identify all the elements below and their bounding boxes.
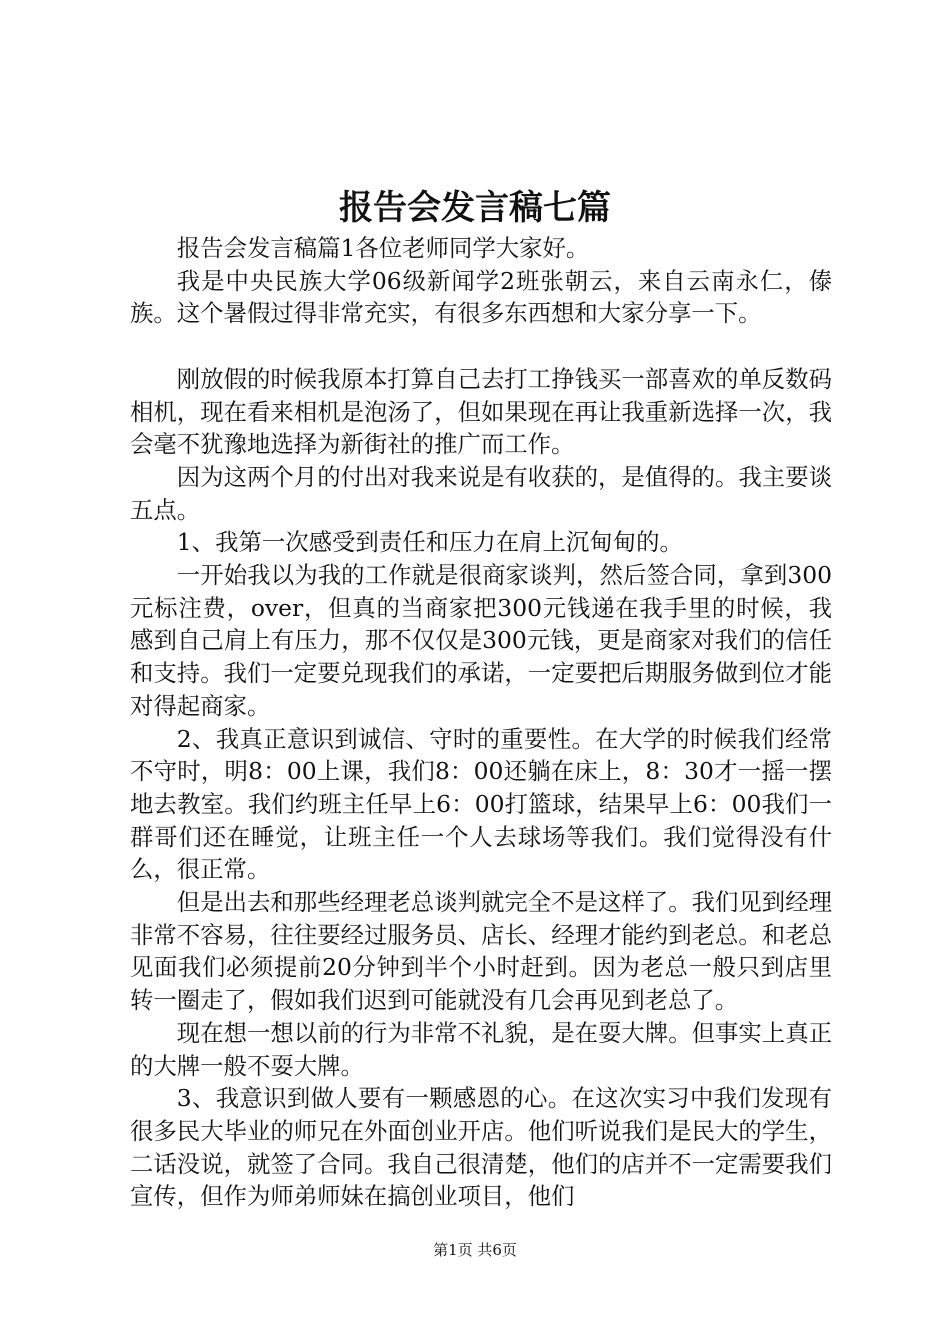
- document-body: [130, 232, 832, 1213]
- paragraph: 一开始我以为我的工作就是很商家谈判，然后签合同，拿到300元标注费，over，但真的当商家把300元钱递在我手里的时候，我感到自己肩上有压力，那不仅仅是300元钱，更是商家对我们的信任和支持。我们一定要兑现我们的承诺，一定要把后期服务做到位才能对得起商家。: [130, 561, 832, 720]
- paragraph: 我是中央民族大学06级新闻学2班张朝云，来自云南永仁，傣族。这个暑假过得非常充实，有很多东西想和大家分享一下。: [130, 266, 832, 328]
- paragraph: 2、我真正意识到诚信、守时的重要性。在大学的时候我们经常不守时，明8：00上课，我们8：00还躺在床上，8：30才一摇一摆地去教室。我们约班主任早上6：00打篮球，结果早上6：00我们一群哥们还在睡觉，让班主任一个人去球场等我们。我们觉得没有什么，很正常。: [130, 724, 832, 884]
- paragraph: 3、我意识到做人要有一颗感恩的心。在这次实习中我们发现有很多民大毕业的师兄在外面创业开店。他们听说我们是民大的学生，二话没说，就签了合同。我自己很清楚，他们的店并不一定需要我们宣传，但作为师弟师妹在搞创业项目，他们: [130, 1084, 832, 1211]
- document-title: 报告会发言稿七篇: [339, 188, 611, 228]
- paragraph: 但是出去和那些经理老总谈判就完全不是这样了。我们见到经理非常不容易，往往要经过服务员、店长、经理才能约到老总。和老总见面我们必须提前20分钟到半个小时赶到。因为老总一般只到店里转一圈走了，假如我们迟到可能就没有几会再见到老总了。: [130, 888, 832, 1015]
- paragraph: 报告会发言稿篇1各位老师同学大家好。: [176, 234, 590, 262]
- paragraph: 现在想一想以前的行为非常不礼貌，是在耍大牌。但事实上真正的大牌一般不耍大牌。: [130, 1018, 832, 1080]
- page-number-footer: 第1页 共6页: [433, 1241, 517, 1259]
- paragraph: 因为这两个月的付出对我来说是有收获的，是值得的。我主要谈五点。: [130, 462, 832, 524]
- paragraph: 刚放假的时候我原本打算自己去打工挣钱买一部喜欢的单反数码相机，现在看来相机是泡汤了，但如果现在再让我重新选择一次，我会毫不犹豫地选择为新街社的推广而工作。: [130, 364, 832, 459]
- paragraph-gap: [130, 330, 832, 363]
- paragraph: 1、我第一次感受到责任和压力在肩上沉甸甸的。: [176, 528, 683, 557]
